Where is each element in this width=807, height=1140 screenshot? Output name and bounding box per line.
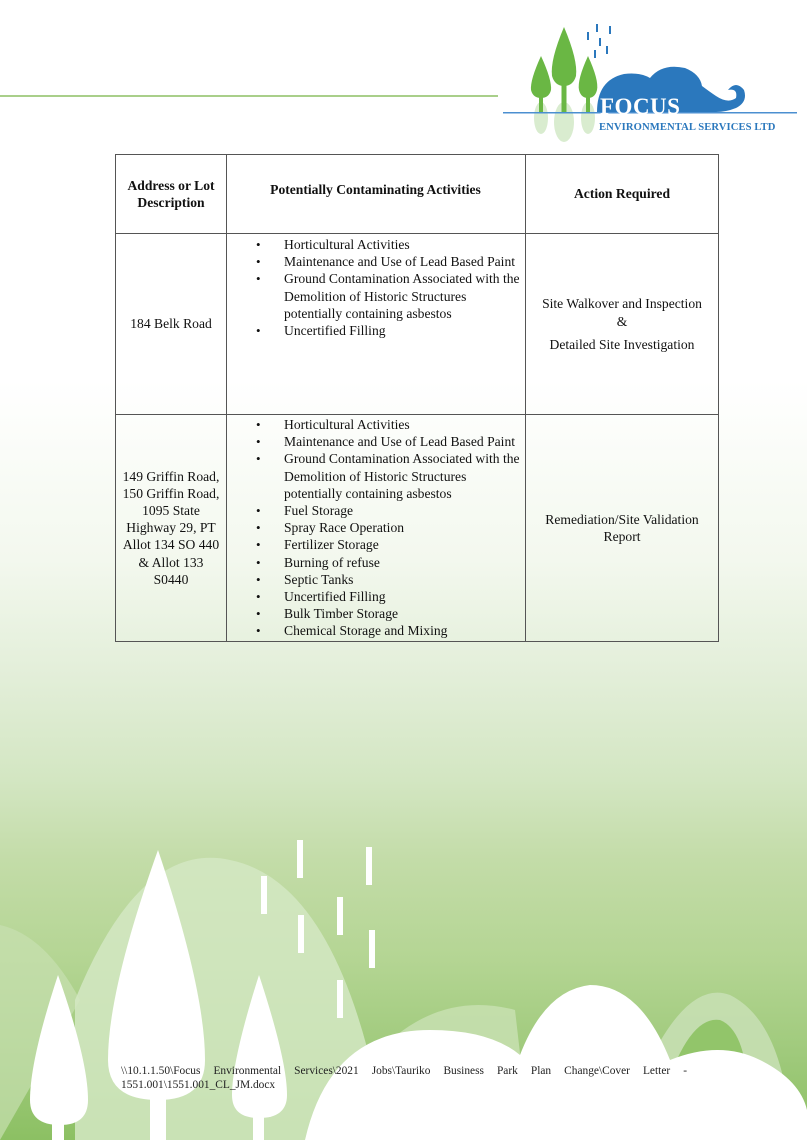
activity-item: • Horticultural Activities <box>256 236 524 253</box>
tree-icon-left <box>531 56 551 112</box>
action-line: Site Walkover and Inspection <box>542 295 702 311</box>
action-line: Detailed Site Investigation <box>549 337 695 353</box>
activity-item: • Fuel Storage <box>256 502 524 519</box>
activity-item: • Maintenance and Use of Lead Based Paint <box>256 433 524 450</box>
activity-item: • Maintenance and Use of Lead Based Paint <box>256 253 524 270</box>
header-rule <box>0 95 498 97</box>
action-cell <box>526 234 719 415</box>
activity-item: • Septic Tanks <box>256 571 524 588</box>
action-line: Remediation/Site Validation Report <box>545 511 699 544</box>
activity-item: • Uncertified Filling <box>256 588 524 605</box>
tree-icon-center <box>552 27 577 112</box>
footer-path-line-1: \\10.1.1.50\Focus Environmental Services\2021 Jobs\Tauriko Business Park Plan Change\Cover Letter - <box>121 1065 687 1077</box>
activity-item: • Bulk Timber Storage <box>256 605 524 622</box>
table-row <box>116 415 719 642</box>
activity-item: • Spray Race Operation <box>256 519 524 536</box>
header-action: Action Required <box>526 155 719 234</box>
table-header-row <box>116 155 719 234</box>
activity-item: • Ground Contamination Associated with the Demolition of Historic Structures potentially containing asbestos <box>256 450 524 502</box>
activities-list <box>228 416 524 640</box>
logo-name: FOCUS <box>600 94 681 119</box>
tree-icon-right <box>579 56 598 112</box>
activities-cell <box>227 234 526 415</box>
rain-icon <box>587 24 611 58</box>
action-joiner: & <box>616 313 628 329</box>
footer-file-path <box>121 1064 687 1092</box>
activity-item: • Horticultural Activities <box>256 416 524 433</box>
logo-subtitle: ENVIRONMENTAL SERVICES LTD <box>599 122 776 133</box>
activity-item: • Uncertified Filling <box>256 322 524 339</box>
table-row <box>116 234 719 415</box>
company-logo <box>500 18 800 143</box>
activities-list <box>228 236 524 339</box>
address-cell: 149 Griffin Road, 150 Griffin Road, 1095 State Highway 29, PT Allot 134 SO 440 & Allot 133 S0440 <box>116 415 227 642</box>
activity-item: • Fertilizer Storage <box>256 536 524 553</box>
contamination-table <box>115 154 719 642</box>
header-activities-label: Potentially Contaminating Activities <box>270 182 481 198</box>
footer-path-line-2: 1551.001\1551.001_CL_JM.docx <box>121 1079 276 1091</box>
action-cell <box>526 415 719 642</box>
activity-item: • Ground Contamination Associated with the Demolition of Historic Structures potentially containing asbestos <box>256 270 524 322</box>
header-address: Address or Lot Description <box>116 155 227 234</box>
activity-item: • Chemical Storage and Mixing <box>256 622 524 639</box>
address-cell: 184 Belk Road <box>116 234 227 415</box>
activity-item: • Burning of refuse <box>256 554 524 571</box>
header-activities <box>227 155 526 234</box>
activities-cell <box>227 415 526 642</box>
